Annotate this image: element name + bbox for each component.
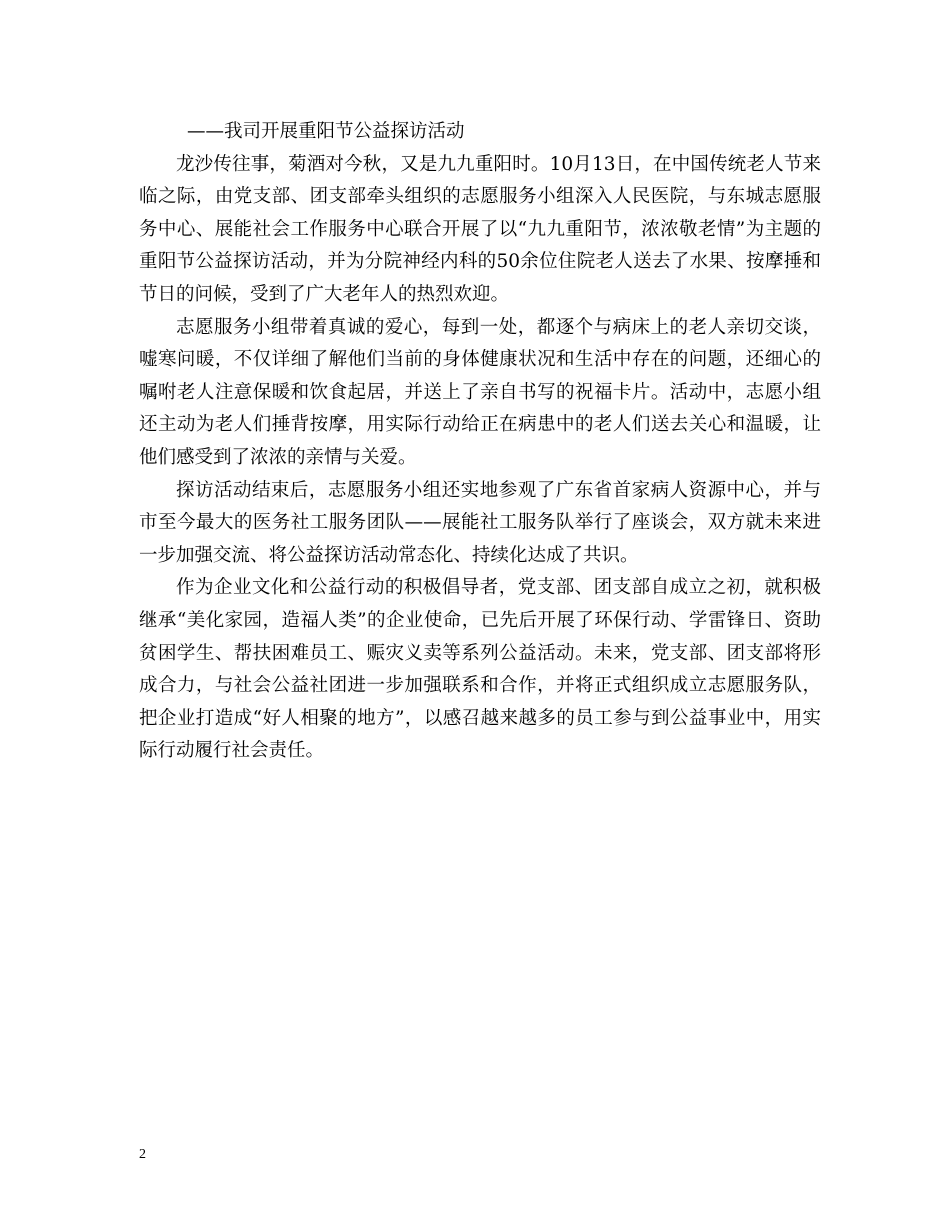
page-number: 2 xyxy=(139,1147,146,1162)
document-subtitle: ——我司开展重阳节公益探访活动 xyxy=(187,121,465,142)
paragraph-3: 探访活动结束后，志愿服务小组还实地参观了广东省首家病人资源中心，并与市至今最大的医务社工服务团队——展能社工服务队举行了座谈会，双方就未来进一步加强交流、将公益探访活动常态化、持续化达成了共识。 xyxy=(139,479,821,566)
document-body xyxy=(139,116,821,768)
paragraph-4: 作为企业文化和公益行动的积极倡导者，党支部、团支部自成立之初，就积极继承“美化家园，造福人类”的企业使命，已先后开展了环保行动、学雷锋日、资助贫困学生、帮扶困难员工、赈灾义卖等系列公益活动。未来，党支部、团支部将形成合力，与社会公益社团进一步加强联系和合作，并将正式组织成立志愿服务队，把企业打造成“好人相聚的地方”，以感召越来越多的员工参与到公益事业中，用实际行动履行社会责任。 xyxy=(139,577,821,762)
paragraph-2: 志愿服务小组带着真诚的爱心，每到一处，都逐个与病床上的老人亲切交谈，嘘寒问暖，不仅详细了解他们当前的身体健康状况和生活中存在的问题，还细心的嘱咐老人注意保暖和饮食起居，并送上了亲自书写的祝福卡片。活动中，志愿小组还主动为老人们捶背按摩，用实际行动给正在病患中的老人们送去关心和温暖，让他们感受到了浓浓的亲情与关爱。 xyxy=(139,316,821,468)
paragraph-1: 龙沙传往事，菊酒对今秋，又是九九重阳时。10月13日，在中国传统老人节来临之际，由党支部、团支部牵头组织的志愿服务小组深入人民医院，与东城志愿服务中心、展能社会工作服务中心联合开展了以“九九重阳节，浓浓敬老情”为主题的重阳节公益探访活动，并为分院神经内科的50余位住院老人送去了水果、按摩捶和节日的问候，受到了广大老年人的热烈欢迎。 xyxy=(139,153,821,305)
